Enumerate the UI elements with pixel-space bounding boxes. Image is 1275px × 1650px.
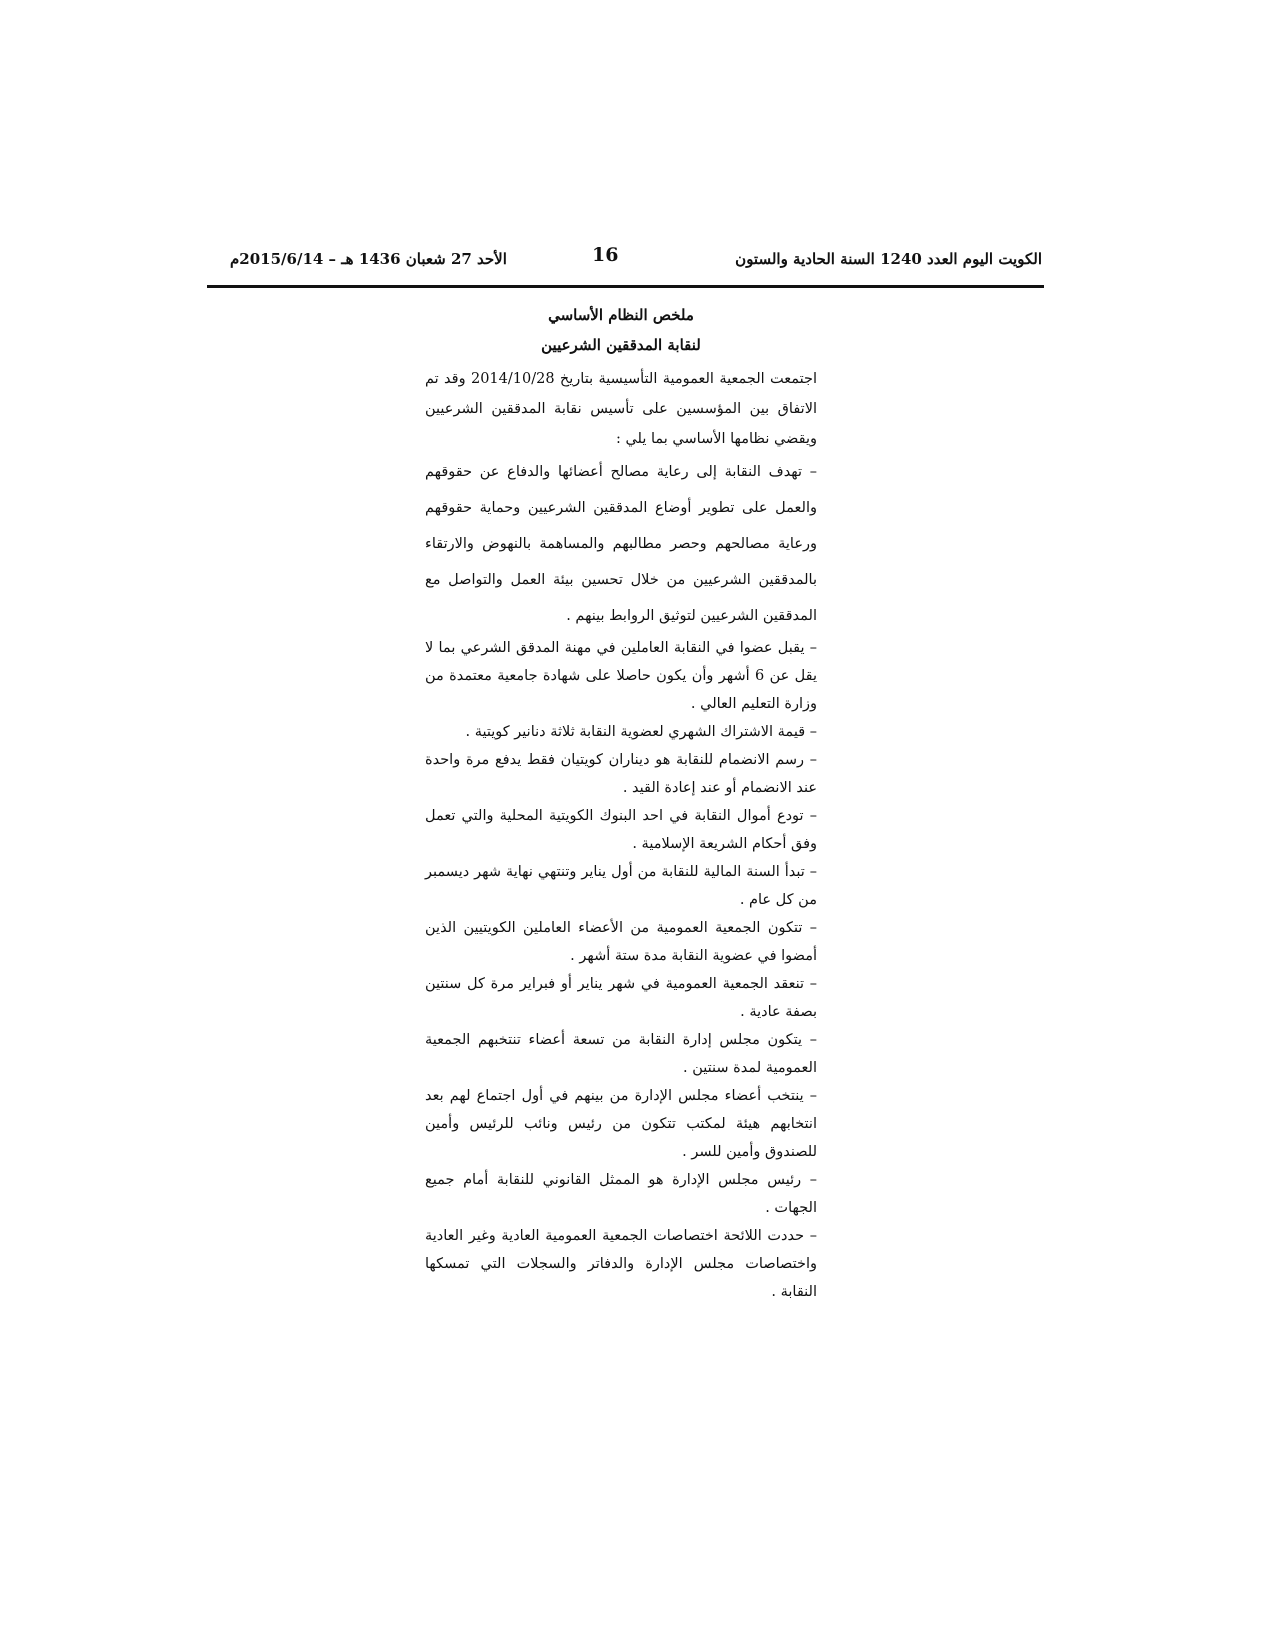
article-title: ملخص النظام الأساسي bbox=[548, 306, 694, 324]
list-item: – ينتخب أعضاء مجلس الإدارة من بينهم في أول اجتماع لهم بعد انتخابهم هيئة لمكتب تتكون من رئيس ونائب للرئيس وأمين للصندوق وأمين للسر . bbox=[425, 1088, 817, 1160]
list-item: – تتكون الجمعية العمومية من الأعضاء العاملين الكويتيين الذين أمضوا في عضوية النقابة مدة ستة أشهر . bbox=[425, 920, 817, 964]
list-item: – تهدف النقابة إلى رعاية مصالح أعضائها والدفاع عن حقوقهم والعمل على تطوير أوضاع المدققين الشرعيين وحماية حقوقهم ورعاية مصالحهم وحصر مطالبهم والمساهمة بالنهوض والارتقاء بالمدققين الشرعيين من خلال تحسين بيئة العمل والتواصل مع المدققين الشرعيين لتوثيق الروابط بينهم . bbox=[425, 464, 817, 624]
header-rule bbox=[207, 285, 1044, 288]
intro-paragraph: اجتمعت الجمعية العمومية التأسيسية بتاريخ 2014/10/28 وقد تم الاتفاق بين المؤسسين على تأسيس نقابة المدققين الشرعيين ويقضي نظامها الأساسي بما يلي : bbox=[425, 371, 818, 447]
list-item: – رئيس مجلس الإدارة هو الممثل القانوني للنقابة أمام جميع الجهات . bbox=[425, 1172, 817, 1216]
publication-info: الكويت اليوم العدد 1240 السنة الحادية والستون bbox=[735, 250, 1042, 268]
list-item: – حددت اللائحة اختصاصات الجمعية العمومية العادية وغير العادية واختصاصات مجلس الإدارة والدفاتر والسجلات التي تمسكها النقابة . bbox=[425, 1228, 817, 1300]
article-body bbox=[425, 300, 817, 1306]
list-item: – يقبل عضوا في النقابة العاملين في مهنة المدقق الشرعي بما لا يقل عن 6 أشهر وأن يكون حاصلا على شهادة جامعية معتمدة من وزارة التعليم العالي . bbox=[425, 640, 817, 712]
list-item: – تنعقد الجمعية العمومية في شهر يناير أو فبراير مرة كل سنتين بصفة عادية . bbox=[425, 976, 817, 1020]
article-subtitle: لنقابة المدققين الشرعيين bbox=[541, 336, 701, 354]
page-number: 16 bbox=[592, 244, 619, 266]
issue-date: الأحد 27 شعبان 1436 هـ – 2015/6/14م bbox=[230, 250, 507, 268]
page-header bbox=[230, 244, 1042, 274]
list-item: – تبدأ السنة المالية للنقابة من أول يناير وتنتهي نهاية شهر ديسمبر من كل عام . bbox=[425, 864, 817, 908]
list-item: – قيمة الاشتراك الشهري لعضوية النقابة ثلاثة دنانير كويتية . bbox=[465, 724, 817, 740]
list-item: – رسم الانضمام للنقابة هو ديناران كويتيان فقط يدفع مرة واحدة عند الانضمام أو عند إعادة القيد . bbox=[425, 752, 817, 796]
list-item: – يتكون مجلس إدارة النقابة من تسعة أعضاء تنتخبهم الجمعية العمومية لمدة سنتين . bbox=[425, 1032, 817, 1076]
list-item: – تودع أموال النقابة في احد البنوك الكويتية المحلية والتي تعمل وفق أحكام الشريعة الإسلامية . bbox=[425, 808, 817, 852]
